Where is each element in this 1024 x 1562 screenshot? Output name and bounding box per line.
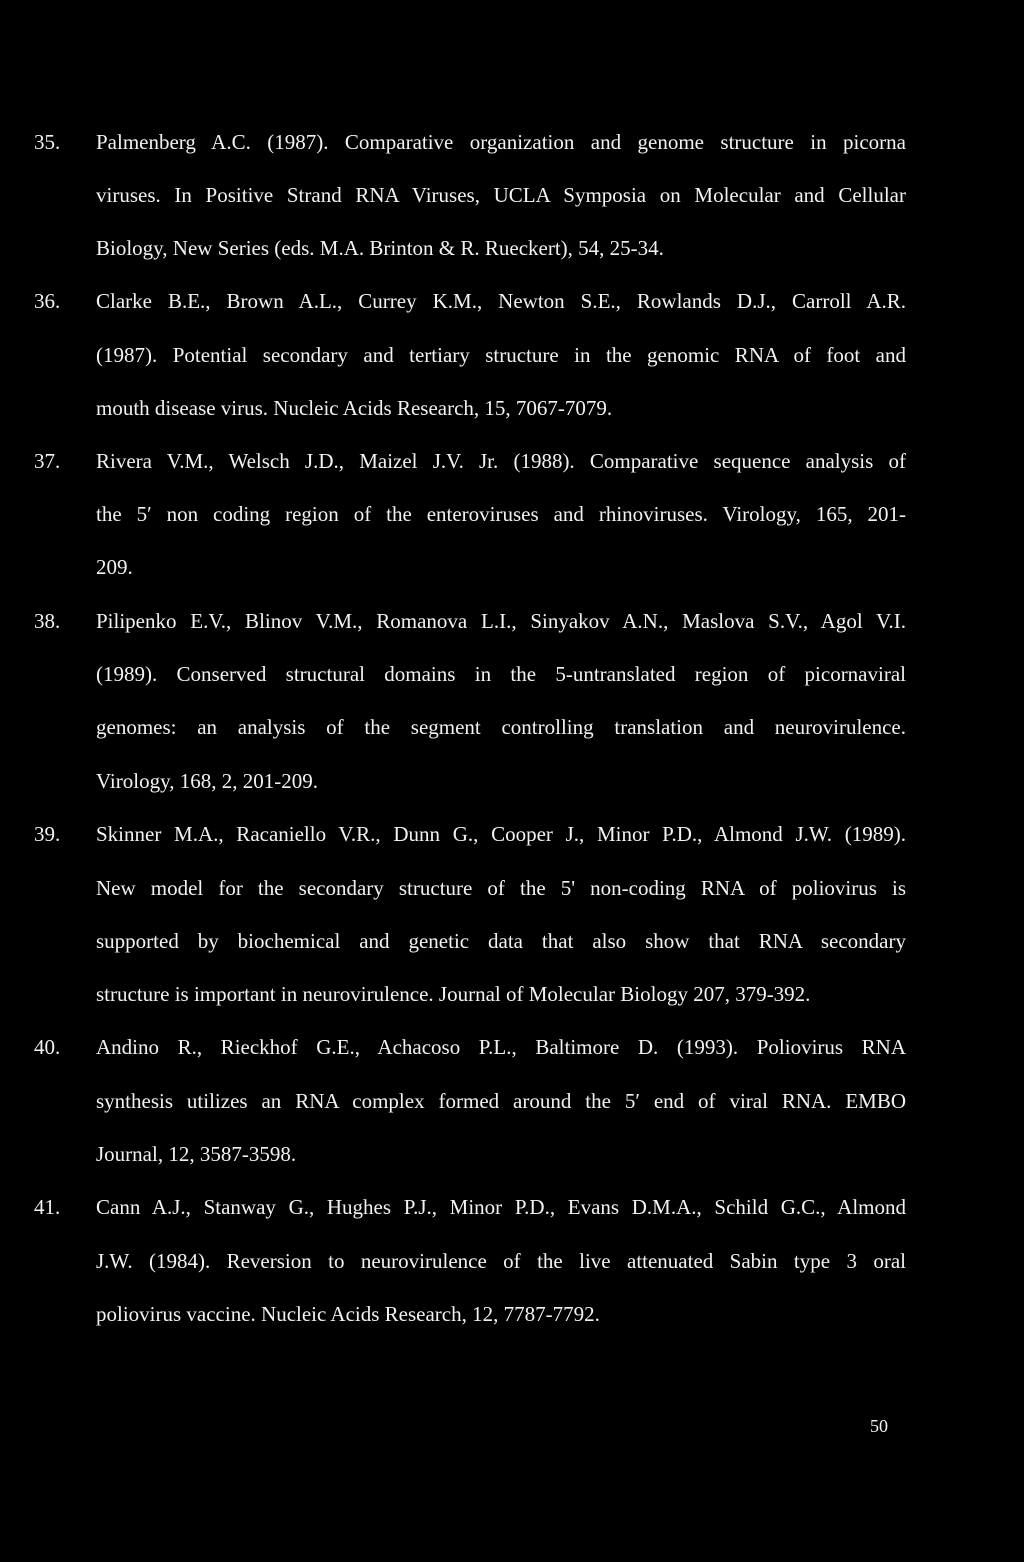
reference-line: poliovirus vaccine. Nucleic Acids Research, 12, 7787-7792. [96, 1302, 600, 1326]
reference-line: genomes: an analysis of the segment controlling translation and neurovirulence. [96, 715, 906, 739]
reference-line: Biology, New Series (eds. M.A. Brinton & R. Rueckert), 54, 25-34. [96, 236, 664, 260]
reference-number: 36. [34, 289, 61, 313]
reference-line: the 5′ non coding region of the enteroviruses and rhinoviruses. Virology, 165, 201- [96, 502, 906, 526]
reference-number: 35. [34, 130, 61, 154]
reference-line: Skinner M.A., Racaniello V.R., Dunn G., Cooper J., Minor P.D., Almond J.W. (1989). [96, 822, 906, 846]
reference-line: viruses. In Positive Strand RNA Viruses, UCLA Symposia on Molecular and Cellular [96, 183, 906, 207]
reference-line: J.W. (1984). Reversion to neurovirulence of the live attenuated Sabin type 3 oral [96, 1249, 906, 1273]
reference-line: Clarke B.E., Brown A.L., Currey K.M., Newton S.E., Rowlands D.J., Carroll A.R. [96, 289, 906, 313]
reference-line: Palmenberg A.C. (1987). Comparative organization and genome structure in picorna [96, 130, 906, 154]
reference-line: supported by biochemical and genetic data that also show that RNA secondary [96, 929, 906, 953]
reference-line: (1989). Conserved structural domains in the 5-untranslated region of picornaviral [96, 662, 906, 686]
reference-line: synthesis utilizes an RNA complex formed around the 5′ end of viral RNA. EMBO [96, 1089, 906, 1113]
reference-line: Pilipenko E.V., Blinov V.M., Romanova L.I., Sinyakov A.N., Maslova S.V., Agol V.I. [96, 609, 906, 633]
reference-line: structure is important in neurovirulence. Journal of Molecular Biology 207, 379-392. [96, 982, 811, 1006]
reference-line: mouth disease virus. Nucleic Acids Research, 15, 7067-7079. [96, 396, 613, 420]
reference-number: 38. [34, 609, 61, 633]
reference-line: Rivera V.M., Welsch J.D., Maizel J.V. Jr. (1988). Comparative sequence analysis of [96, 449, 906, 473]
reference-line: Virology, 168, 2, 201-209. [96, 769, 318, 793]
reference-number: 37. [34, 449, 61, 473]
reference-line: New model for the secondary structure of the 5' non-coding RNA of poliovirus is [96, 876, 906, 900]
reference-line: Andino R., Rieckhof G.E., Achacoso P.L., Baltimore D. (1993). Poliovirus RNA [96, 1035, 906, 1059]
reference-line: (1987). Potential secondary and tertiary structure in the genomic RNA of foot and [96, 343, 906, 367]
reference-line: Cann A.J., Stanway G., Hughes P.J., Minor P.D., Evans D.M.A., Schild G.C., Almond [96, 1195, 906, 1219]
reference-number: 41. [34, 1195, 61, 1219]
reference-number: 39. [34, 822, 61, 846]
reference-line: Journal, 12, 3587-3598. [96, 1142, 297, 1166]
reference-line: 209. [96, 555, 133, 579]
reference-number: 40. [34, 1035, 61, 1059]
page-number: 50 [870, 1416, 888, 1436]
